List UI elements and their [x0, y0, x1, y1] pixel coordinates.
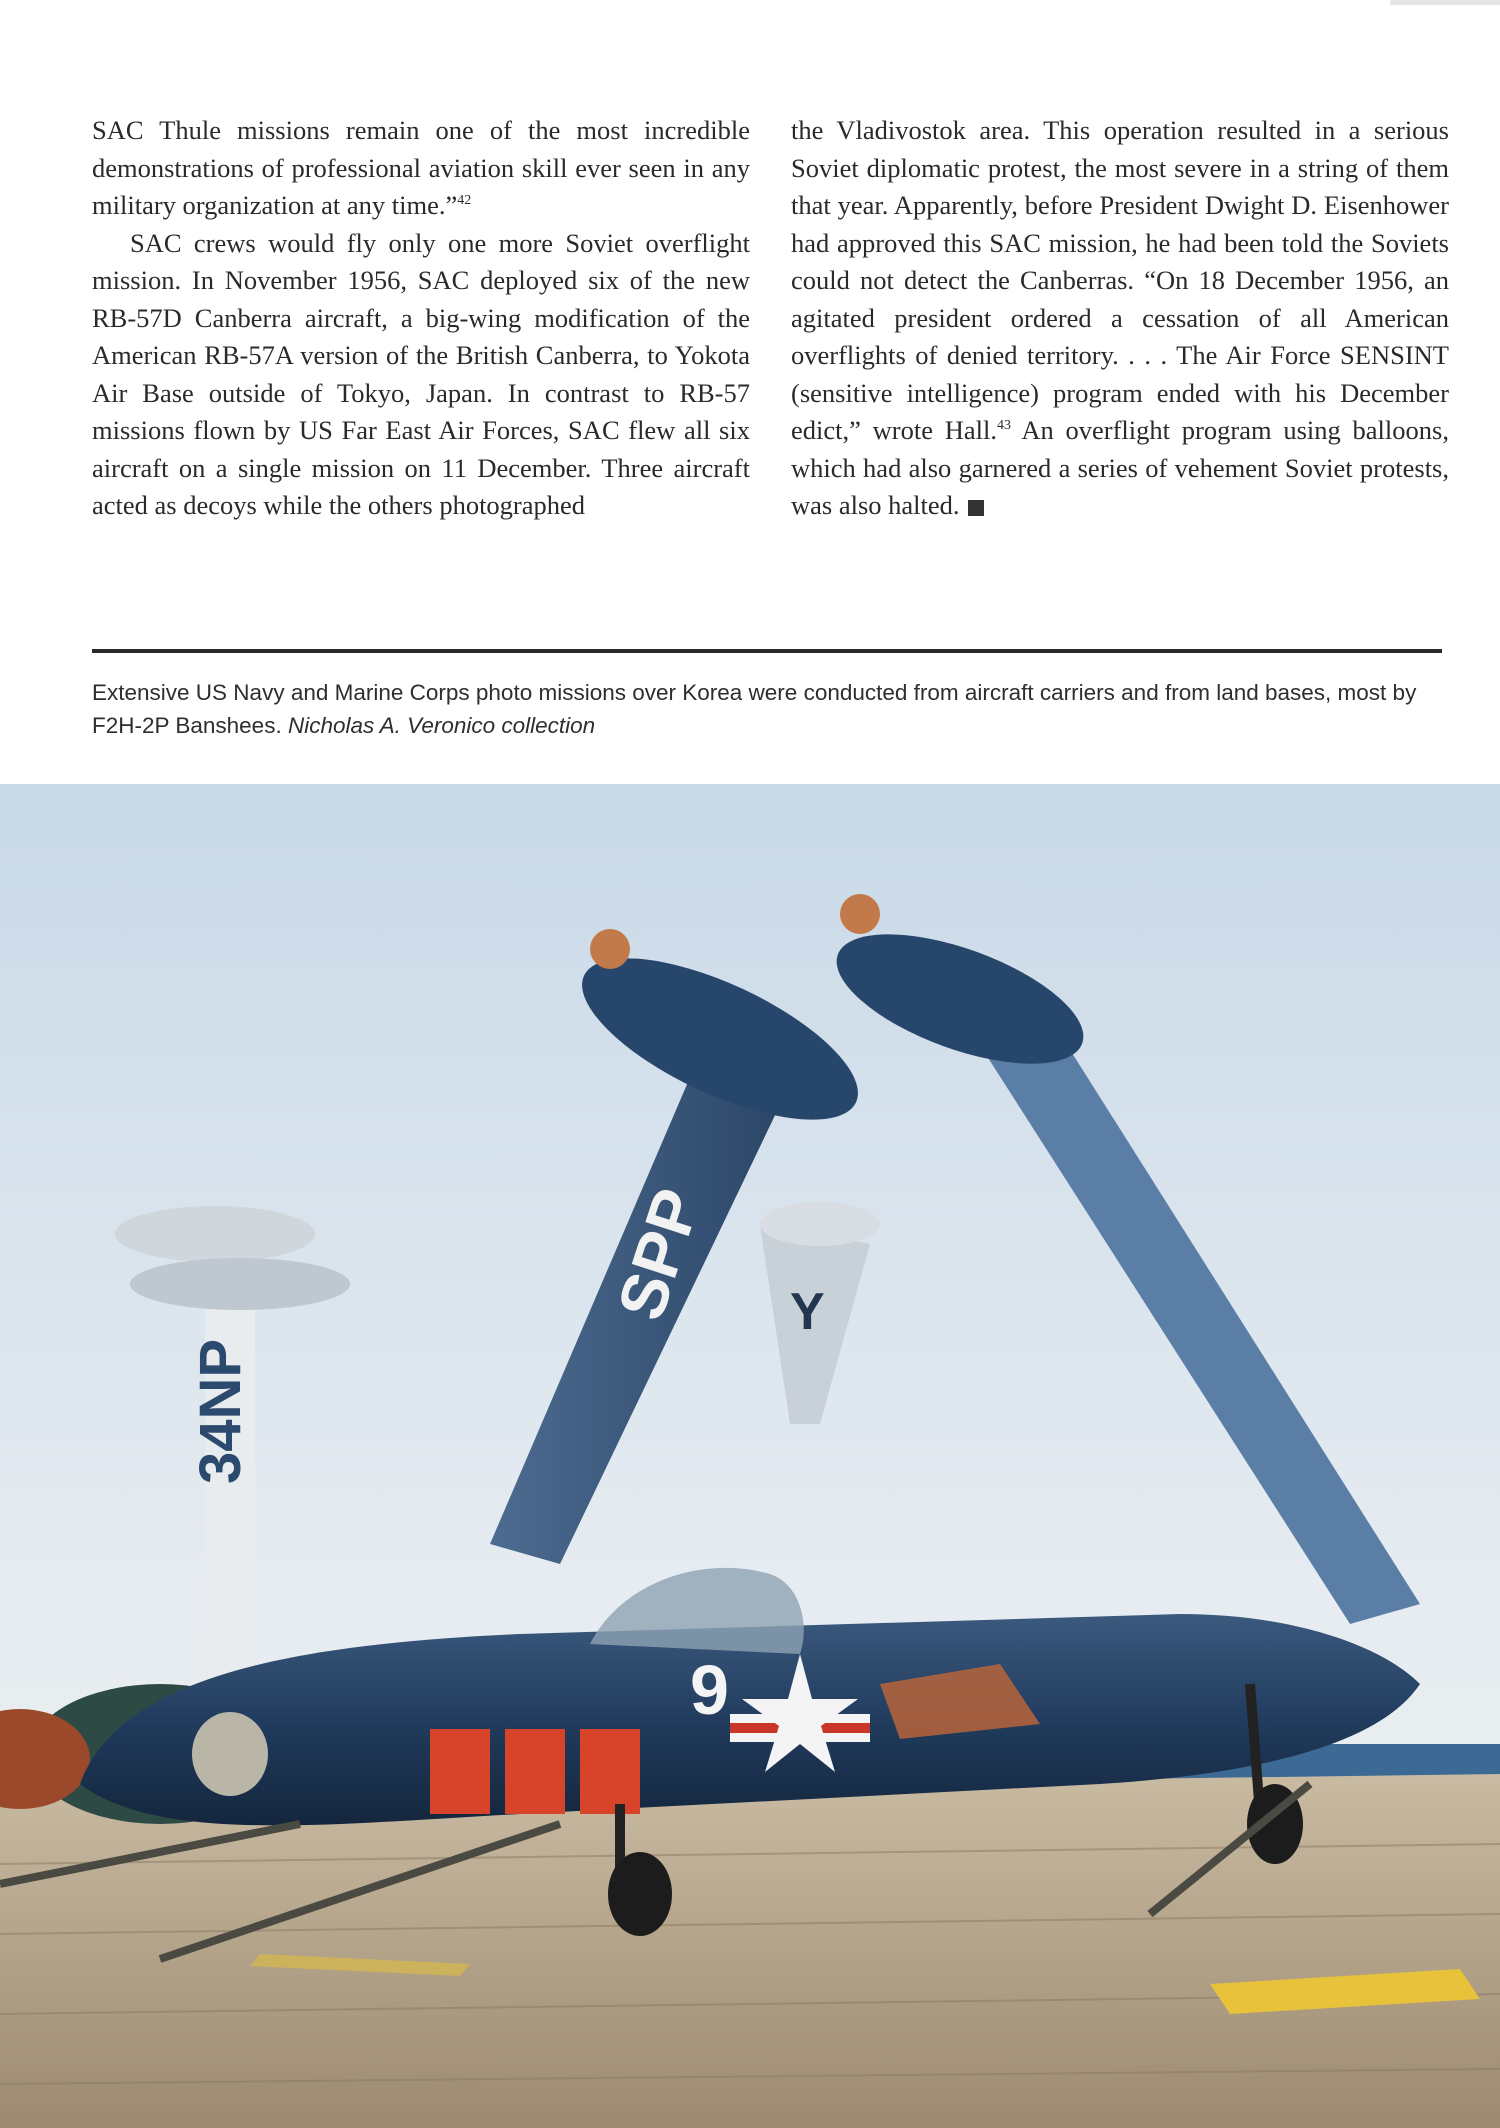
- page-top-rule: [1390, 0, 1500, 5]
- nose-panel: [430, 1729, 490, 1814]
- paragraph: SAC crews would fly only one more Soviet overflight mission. In November 1956, SAC deployed six of the new RB-57D Canberra aircraft, a big-wing modification of the American RB-57A version of the British Canberra, to Yokota Air Base outside of Tokyo, Japan. In contrast to RB-57 missions flown by US Far East Air Forces, SAC flew all six aircraft on a single mission on 11 December. Three aircraft acted as decoys while the others photographed: [92, 227, 750, 520]
- photo-caption: [92, 676, 1462, 742]
- end-of-article-icon: [968, 500, 984, 516]
- paragraph: [791, 112, 1449, 525]
- section-divider: [92, 649, 1442, 653]
- body-text: [92, 112, 1449, 592]
- photo-credit: Nicholas A. Veronico collection: [287, 713, 596, 738]
- column-right: [791, 112, 1449, 592]
- paragraph: [92, 112, 750, 225]
- side-number: 9: [690, 1651, 729, 1729]
- column-left: [92, 112, 750, 592]
- wing-marking: Y: [790, 1283, 825, 1341]
- banshee-carrier-deck-illustration: [0, 784, 1500, 2128]
- paragraph-text: SAC Thule missions remain one of the most incredible demonstrations of professional aviation skill ever seen in any military organization at any time.”: [92, 115, 750, 220]
- nose-panel: [580, 1729, 640, 1814]
- footnote-ref: 42: [457, 193, 472, 209]
- nose-panel: [505, 1729, 565, 1814]
- nose-camera-window: [192, 1712, 268, 1796]
- footnote-ref: 43: [997, 418, 1012, 434]
- nose-wheel: [608, 1852, 672, 1936]
- wing-marking-spp: SPP: [602, 1179, 715, 1329]
- tail-marking-background: 34NP: [188, 1338, 253, 1484]
- caption-text: Extensive US Navy and Marine Corps photo missions over Korea were conducted from aircraft carriers and from land bases, most by F2H-2P Banshees.: [92, 680, 1417, 738]
- paragraph-text: An overflight program using balloons, which had also garnered a series of vehement Soviet protests, was also halted.: [791, 415, 1449, 520]
- aircraft-photo: [0, 784, 1500, 2128]
- paragraph-text: the Vladivostok area. This operation resulted in a serious Soviet diplomatic protest, the most severe in a string of them that year. Apparently, before President Dwight D. Eisenhower had approved this SAC mission, he had been told the Soviets could not detect the Canberras. “On 18 December 1956, an agitated president ordered a cessation of all American overflights of denied territory. . . . The Air Force SENSINT (sensitive intelligence) program ended with his December edict,” wrote Hall.: [791, 115, 1449, 445]
